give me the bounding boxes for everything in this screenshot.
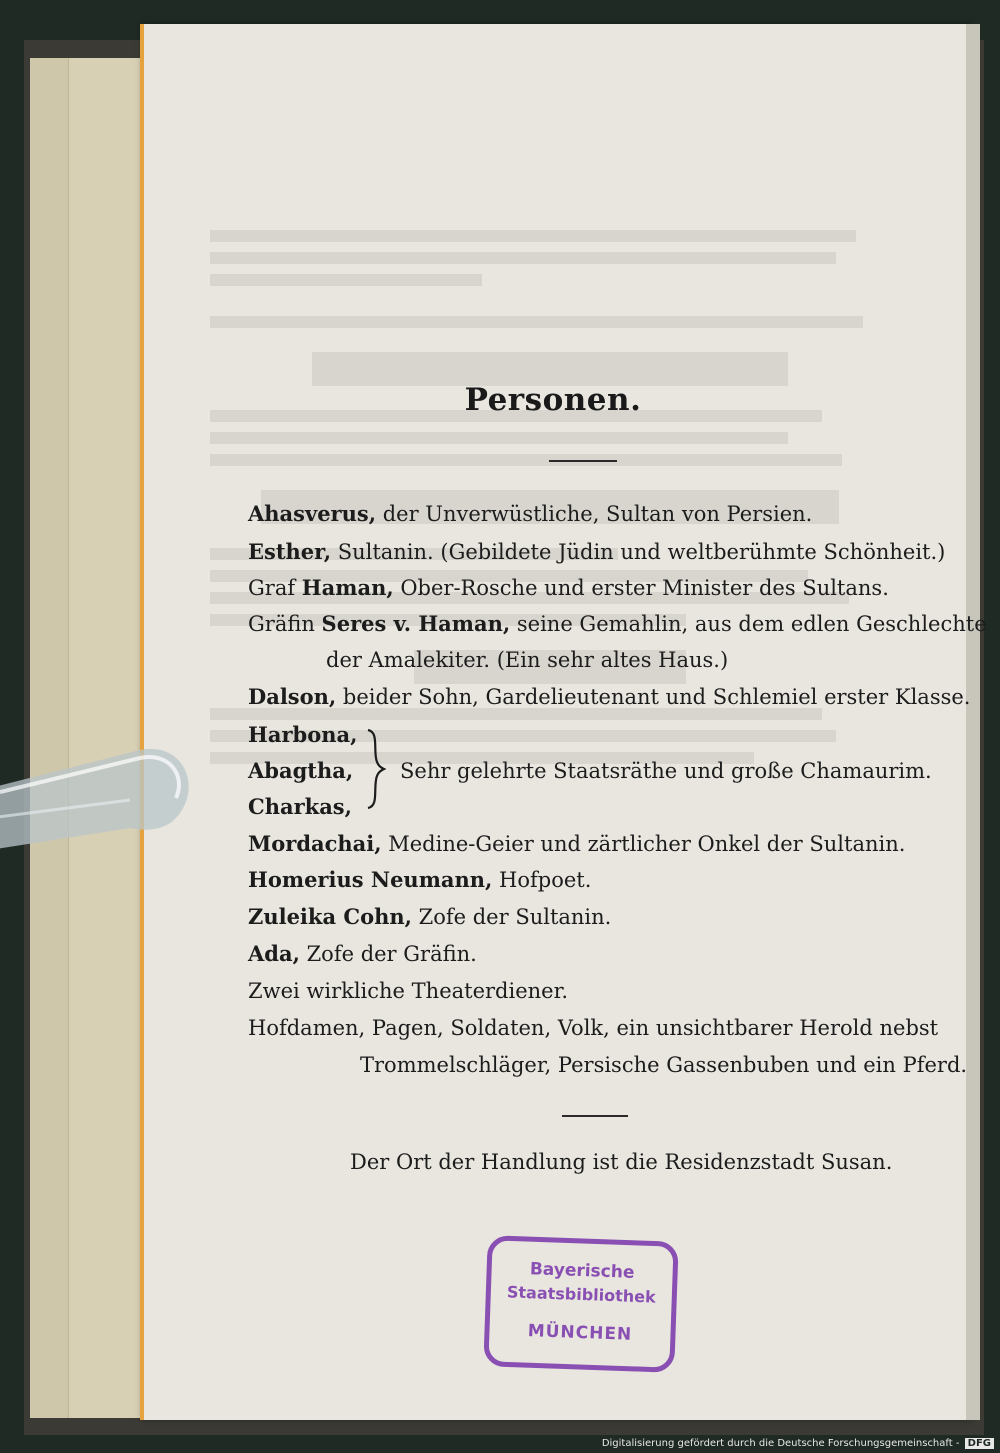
library-stamp [482,1234,681,1375]
character-name: Harbona, [248,722,358,747]
cast-line-esther [248,538,945,566]
cast-line-charkas [248,793,352,821]
character-prefix: Graf [248,576,302,600]
cast-line-theaterdiener [248,977,568,1005]
character-name: Esther, [248,539,332,564]
cast-line-seres [248,610,987,638]
cast-line-harbona [248,721,357,749]
cast-line-mordachai [248,830,905,858]
character-description: der Unverwüstliche, Sultan von Persien. [376,502,813,526]
section-rule [562,1115,628,1117]
character-description: Zwei wirkliche Theaterdiener. [248,979,568,1003]
setting-line: Der Ort der Handlung ist die Residenzstadt Susan. [350,1150,893,1174]
cast-line-abagtha [248,757,353,785]
character-description: Zofe der Gräfin. [299,942,477,966]
cast-line-ada [248,940,477,968]
cast-line-seres-continued [326,646,728,674]
character-name: Zuleika Cohn, [248,904,412,929]
cast-line-ahasverus [248,500,812,528]
group-description: Sehr gelehrte Staatsräthe und große Chamaurim. [400,759,932,783]
cast-line-hofdamen [248,1014,938,1042]
character-description: beider Sohn, Gardelieutenant und Schlemiel erster Klasse. [336,685,971,709]
cast-line-hofdamen-continued [360,1051,967,1079]
character-name: Abagtha, [248,758,354,783]
cast-line-homerius [248,866,591,894]
character-name: Homerius Neumann, [248,867,493,892]
page-heading: Personen. [464,382,642,418]
heading-rule [549,460,617,462]
character-name: Haman, [301,575,394,600]
glass-page-holder [0,740,200,850]
character-name: Charkas, [248,794,352,819]
character-description: Zofe der Sultanin. [411,905,612,929]
stamp-line-2: Staatsbibliothek [506,1282,657,1307]
dfg-logo: DFG [965,1438,994,1449]
character-description: Trommelschläger, Persische Gassenbuben und ein Pferd. [360,1053,968,1077]
character-description: der Amalekiter. (Ein sehr altes Haus.) [326,648,729,672]
curly-brace [364,728,388,810]
character-name: Ada, [248,941,300,966]
character-name: Mordachai, [248,831,382,856]
character-description: seine Gemahlin, aus dem edlen Geschlechte [510,612,987,636]
page-right-edge [966,24,980,1420]
character-prefix: Gräfin [248,612,322,636]
stamp-line-3: MÜNCHEN [527,1321,633,1345]
cast-line-dalson [248,683,970,711]
cast-line-haman [248,574,889,602]
digitization-credit [602,1438,994,1449]
character-name: Dalson, [248,684,337,709]
character-description: Medine-Geier und zärtlicher Onkel der Sultanin. [381,832,906,856]
stamp-line-1: Bayerische [529,1259,635,1283]
character-name: Ahasverus, [248,501,377,526]
character-description: Sultanin. (Gebildete Jüdin und weltberühmte Schönheit.) [331,540,946,564]
character-name: Seres v. Haman, [321,611,511,636]
character-description: Hofdamen, Pagen, Soldaten, Volk, ein unsichtbarer Herold nebst [248,1016,939,1040]
character-description: Ober-Rosche und erster Minister des Sultans. [393,576,889,600]
character-description: Hofpoet. [492,868,592,892]
cast-line-zuleika [248,903,611,931]
credit-text: Digitalisierung gefördert durch die Deutsche Forschungsgemeinschaft - [601,1438,960,1449]
